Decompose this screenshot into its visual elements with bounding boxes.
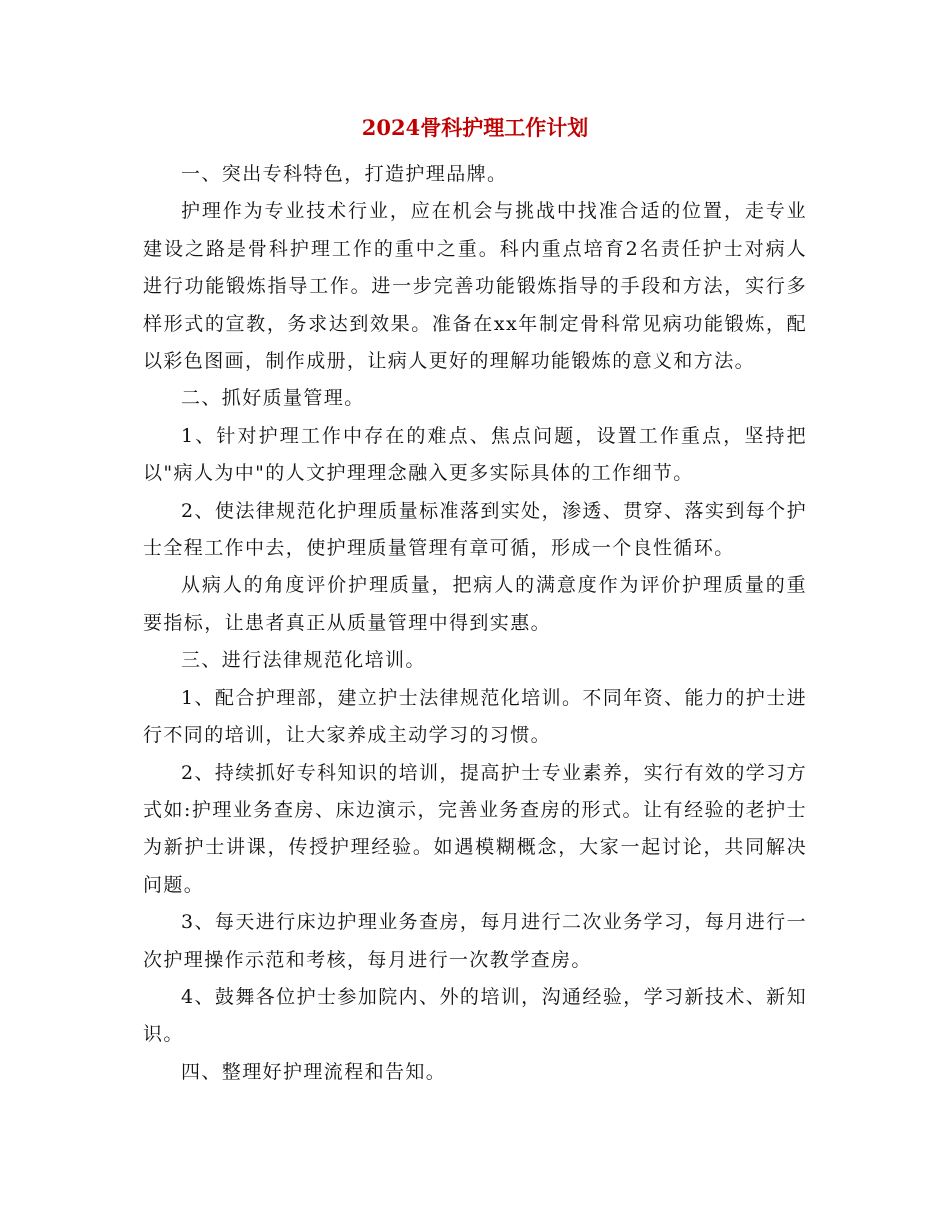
document-title: 2024骨科护理工作计划 <box>361 115 589 140</box>
paragraph: 护理作为专业技术行业，应在机会与挑战中找准合适的位置，走专业建设之路是骨科护理工作的重中之重。科内重点培育2名责任护士对病人进行功能锻炼指导工作。进一步完善功能锻炼指导的手段和方法，实行多样形式的宣教，务求达到效果。准备在xx年制定骨科常见病功能锻炼，配以彩色图画，制作成册，让病人更好的理解功能锻炼的意义和方法。 <box>143 200 807 373</box>
paragraph: 4、鼓舞各位护士参加院内、外的培训，沟通经验，学习新技术、新知识。 <box>143 985 807 1046</box>
paragraph: 2、持续抓好专科知识的培训，提高护士专业素养，实行有效的学习方式如:护理业务查房、床边演示，完善业务查房的形式。让有经验的老护士为新护士讲课，传授护理经验。如遇模糊概念，大家一起讨论，共同解决问题。 <box>143 761 807 896</box>
section-heading-3: 三、进行法律规范化培训。 <box>181 649 426 672</box>
paragraph: 1、针对护理工作中存在的难点、焦点问题，设置工作重点，坚持把以"病人为中"的人文护理理念融入更多实际具体的工作细节。 <box>143 424 807 485</box>
document-body <box>143 156 807 1091</box>
section-heading-1: 一、突出专科特色，打造护理品牌。 <box>181 163 508 185</box>
paragraph: 2、使法律规范化护理质量标准落到实处，渗透、贯穿、落实到每个护士全程工作中去，使护理质量管理有章可循，形成一个良性循环。 <box>143 499 807 560</box>
section-heading-2: 二、抓好质量管理。 <box>181 387 365 410</box>
paragraph: 从病人的角度评价护理质量，把病人的满意度作为评价护理质量的重要指标，让患者真正从质量管理中得到实惠。 <box>143 574 807 634</box>
section-heading-4: 四、整理好护理流程和告知。 <box>181 1060 447 1083</box>
paragraph: 3、每天进行床边护理业务查房，每月进行二次业务学习，每月进行一次护理操作示范和考核，每月进行一次教学查房。 <box>143 911 807 971</box>
paragraph: 1、配合护理部，建立护士法律规范化培训。不同年资、能力的护士进行不同的培训，让大家养成主动学习的习惯。 <box>143 686 807 747</box>
